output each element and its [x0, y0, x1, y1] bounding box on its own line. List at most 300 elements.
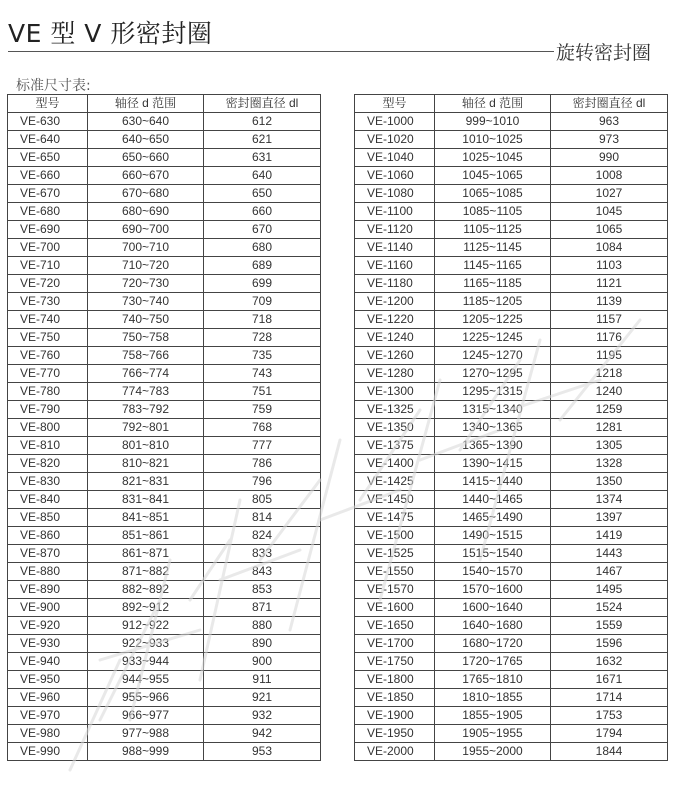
cell-shaft-range: 1365~1390 [435, 437, 551, 455]
cell-model: VE-770 [8, 365, 88, 383]
cell-seal-diameter: 1467 [551, 563, 668, 581]
cell-shaft-range: 1390~1415 [435, 455, 551, 473]
table-row [8, 347, 321, 365]
cell-seal-diameter: 699 [204, 275, 321, 293]
cell-seal-diameter: 670 [204, 221, 321, 239]
table-row [8, 581, 321, 599]
cell-shaft-range: 861~871 [88, 545, 204, 563]
cell-seal-diameter: 1240 [551, 383, 668, 401]
table-row [8, 365, 321, 383]
cell-model: VE-1180 [355, 275, 435, 293]
cell-shaft-range: 810~821 [88, 455, 204, 473]
cell-shaft-range: 831~841 [88, 491, 204, 509]
cell-seal-diameter: 1419 [551, 527, 668, 545]
cell-shaft-range: 871~882 [88, 563, 204, 581]
cell-shaft-range: 841~851 [88, 509, 204, 527]
table-row [355, 653, 668, 671]
cell-model: VE-890 [8, 581, 88, 599]
cell-seal-diameter: 1495 [551, 581, 668, 599]
cell-seal-diameter: 1065 [551, 221, 668, 239]
cell-model: VE-880 [8, 563, 88, 581]
cell-shaft-range: 1340~1365 [435, 419, 551, 437]
cell-seal-diameter: 973 [551, 131, 668, 149]
cell-model: VE-1450 [355, 491, 435, 509]
cell-seal-diameter: 1045 [551, 203, 668, 221]
table-row [8, 383, 321, 401]
cell-seal-diameter: 833 [204, 545, 321, 563]
cell-model: VE-630 [8, 113, 88, 131]
cell-seal-diameter: 650 [204, 185, 321, 203]
cell-shaft-range: 1720~1765 [435, 653, 551, 671]
cell-seal-diameter: 1753 [551, 707, 668, 725]
cell-shaft-range: 700~710 [88, 239, 204, 257]
table-row [355, 707, 668, 725]
cell-model: VE-1375 [355, 437, 435, 455]
header-shaft-range: 轴径 d 范围 [88, 95, 204, 113]
cell-seal-diameter: 612 [204, 113, 321, 131]
cell-seal-diameter: 1328 [551, 455, 668, 473]
cell-seal-diameter: 1103 [551, 257, 668, 275]
cell-shaft-range: 1600~1640 [435, 599, 551, 617]
cell-shaft-range: 1465~1490 [435, 509, 551, 527]
cell-model: VE-1260 [355, 347, 435, 365]
cell-model: VE-920 [8, 617, 88, 635]
table-row [355, 437, 668, 455]
cell-model: VE-1080 [355, 185, 435, 203]
cell-shaft-range: 1270~1295 [435, 365, 551, 383]
table-row [355, 563, 668, 581]
header-model: 型号 [8, 95, 88, 113]
table-row [355, 293, 668, 311]
table-row [8, 707, 321, 725]
cell-model: VE-840 [8, 491, 88, 509]
cell-shaft-range: 792~801 [88, 419, 204, 437]
table-row [355, 239, 668, 257]
cell-seal-diameter: 1008 [551, 167, 668, 185]
cell-model: VE-1600 [355, 599, 435, 617]
cell-seal-diameter: 751 [204, 383, 321, 401]
cell-shaft-range: 730~740 [88, 293, 204, 311]
table-row [355, 347, 668, 365]
cell-model: VE-970 [8, 707, 88, 725]
table-row [355, 221, 668, 239]
cell-model: VE-1750 [355, 653, 435, 671]
cell-model: VE-660 [8, 167, 88, 185]
cell-seal-diameter: 1524 [551, 599, 668, 617]
table-row [8, 221, 321, 239]
table-row [355, 149, 668, 167]
cell-model: VE-680 [8, 203, 88, 221]
cell-seal-diameter: 1794 [551, 725, 668, 743]
cell-model: VE-1240 [355, 329, 435, 347]
cell-model: VE-800 [8, 419, 88, 437]
cell-model: VE-1140 [355, 239, 435, 257]
size-table-left [7, 94, 321, 761]
cell-shaft-range: 922~933 [88, 635, 204, 653]
cell-seal-diameter: 1632 [551, 653, 668, 671]
cell-model: VE-1900 [355, 707, 435, 725]
table-row [8, 131, 321, 149]
table-row [355, 617, 668, 635]
cell-model: VE-740 [8, 311, 88, 329]
cell-shaft-range: 1540~1570 [435, 563, 551, 581]
cell-shaft-range: 944~955 [88, 671, 204, 689]
cell-shaft-range: 1065~1085 [435, 185, 551, 203]
cell-shaft-range: 1295~1315 [435, 383, 551, 401]
cell-seal-diameter: 1121 [551, 275, 668, 293]
cell-model: VE-1280 [355, 365, 435, 383]
cell-model: VE-960 [8, 689, 88, 707]
cell-seal-diameter: 1671 [551, 671, 668, 689]
cell-model: VE-1475 [355, 509, 435, 527]
cell-model: VE-790 [8, 401, 88, 419]
table-row [8, 437, 321, 455]
table-row [355, 545, 668, 563]
cell-seal-diameter: 1305 [551, 437, 668, 455]
cell-shaft-range: 774~783 [88, 383, 204, 401]
cell-seal-diameter: 768 [204, 419, 321, 437]
table-row [355, 257, 668, 275]
cell-model: VE-1100 [355, 203, 435, 221]
cell-shaft-range: 1570~1600 [435, 581, 551, 599]
cell-shaft-range: 740~750 [88, 311, 204, 329]
cell-seal-diameter: 1559 [551, 617, 668, 635]
page-subtitle: 旋转密封圈 [556, 42, 652, 64]
cell-seal-diameter: 900 [204, 653, 321, 671]
table-row [355, 275, 668, 293]
table-row [8, 635, 321, 653]
table-row [8, 239, 321, 257]
cell-seal-diameter: 640 [204, 167, 321, 185]
table-row [8, 509, 321, 527]
cell-shaft-range: 680~690 [88, 203, 204, 221]
cell-shaft-range: 1025~1045 [435, 149, 551, 167]
cell-model: VE-1020 [355, 131, 435, 149]
table-row [8, 491, 321, 509]
cell-shaft-range: 1145~1165 [435, 257, 551, 275]
cell-shaft-range: 988~999 [88, 743, 204, 761]
cell-model: VE-1800 [355, 671, 435, 689]
cell-model: VE-1200 [355, 293, 435, 311]
cell-seal-diameter: 759 [204, 401, 321, 419]
table-row [8, 275, 321, 293]
header-model: 型号 [355, 95, 435, 113]
cell-seal-diameter: 963 [551, 113, 668, 131]
cell-seal-diameter: 1281 [551, 419, 668, 437]
table-row [355, 383, 668, 401]
table-row [355, 635, 668, 653]
cell-model: VE-990 [8, 743, 88, 761]
cell-shaft-range: 720~730 [88, 275, 204, 293]
cell-model: VE-1060 [355, 167, 435, 185]
table-row [8, 113, 321, 131]
table-row [8, 725, 321, 743]
cell-seal-diameter: 890 [204, 635, 321, 653]
cell-model: VE-1525 [355, 545, 435, 563]
cell-shaft-range: 1185~1205 [435, 293, 551, 311]
cell-shaft-range: 1855~1905 [435, 707, 551, 725]
cell-shaft-range: 1105~1125 [435, 221, 551, 239]
table-row [8, 545, 321, 563]
cell-model: VE-1650 [355, 617, 435, 635]
cell-seal-diameter: 1027 [551, 185, 668, 203]
table-row [355, 743, 668, 761]
cell-model: VE-1120 [355, 221, 435, 239]
cell-seal-diameter: 814 [204, 509, 321, 527]
cell-seal-diameter: 718 [204, 311, 321, 329]
cell-shaft-range: 801~810 [88, 437, 204, 455]
table-row [8, 527, 321, 545]
cell-shaft-range: 1205~1225 [435, 311, 551, 329]
cell-seal-diameter: 953 [204, 743, 321, 761]
table-row [355, 671, 668, 689]
cell-seal-diameter: 1259 [551, 401, 668, 419]
cell-shaft-range: 1810~1855 [435, 689, 551, 707]
table-row [8, 617, 321, 635]
table-row [355, 419, 668, 437]
table-row [355, 689, 668, 707]
cell-shaft-range: 630~640 [88, 113, 204, 131]
table-row [355, 581, 668, 599]
table-caption: 标准尺寸表: [16, 78, 91, 94]
table-row [8, 563, 321, 581]
cell-seal-diameter: 843 [204, 563, 321, 581]
cell-seal-diameter: 796 [204, 473, 321, 491]
table-row [8, 419, 321, 437]
cell-seal-diameter: 680 [204, 239, 321, 257]
cell-model: VE-1570 [355, 581, 435, 599]
cell-model: VE-980 [8, 725, 88, 743]
table-row [355, 329, 668, 347]
cell-shaft-range: 1225~1245 [435, 329, 551, 347]
cell-model: VE-1040 [355, 149, 435, 167]
cell-shaft-range: 640~650 [88, 131, 204, 149]
size-table-right [354, 94, 668, 761]
cell-shaft-range: 1415~1440 [435, 473, 551, 491]
title-rule [8, 51, 554, 52]
cell-shaft-range: 1515~1540 [435, 545, 551, 563]
table-row [8, 671, 321, 689]
cell-model: VE-1400 [355, 455, 435, 473]
table-header-row [8, 95, 321, 113]
cell-seal-diameter: 689 [204, 257, 321, 275]
cell-seal-diameter: 805 [204, 491, 321, 509]
cell-model: VE-1325 [355, 401, 435, 419]
cell-shaft-range: 1640~1680 [435, 617, 551, 635]
cell-model: VE-750 [8, 329, 88, 347]
cell-model: VE-900 [8, 599, 88, 617]
cell-seal-diameter: 853 [204, 581, 321, 599]
cell-seal-diameter: 1844 [551, 743, 668, 761]
cell-seal-diameter: 621 [204, 131, 321, 149]
cell-seal-diameter: 1218 [551, 365, 668, 383]
table-row [355, 131, 668, 149]
cell-model: VE-860 [8, 527, 88, 545]
cell-seal-diameter: 911 [204, 671, 321, 689]
cell-model: VE-930 [8, 635, 88, 653]
cell-seal-diameter: 1157 [551, 311, 668, 329]
header-shaft-range: 轴径 d 范围 [435, 95, 551, 113]
cell-model: VE-1850 [355, 689, 435, 707]
cell-model: VE-830 [8, 473, 88, 491]
table-row [355, 401, 668, 419]
cell-seal-diameter: 631 [204, 149, 321, 167]
table-row [8, 293, 321, 311]
page-title: VE 型 V 形密封圈 [8, 19, 213, 48]
cell-shaft-range: 966~977 [88, 707, 204, 725]
table-row [8, 203, 321, 221]
cell-model: VE-670 [8, 185, 88, 203]
table-row [355, 725, 668, 743]
cell-seal-diameter: 871 [204, 599, 321, 617]
cell-seal-diameter: 1397 [551, 509, 668, 527]
table-row [8, 149, 321, 167]
cell-shaft-range: 1765~1810 [435, 671, 551, 689]
cell-model: VE-1300 [355, 383, 435, 401]
cell-seal-diameter: 1596 [551, 635, 668, 653]
cell-model: VE-810 [8, 437, 88, 455]
cell-seal-diameter: 1084 [551, 239, 668, 257]
cell-seal-diameter: 728 [204, 329, 321, 347]
table-row [8, 329, 321, 347]
cell-shaft-range: 999~1010 [435, 113, 551, 131]
table-row [8, 743, 321, 761]
cell-seal-diameter: 743 [204, 365, 321, 383]
cell-shaft-range: 660~670 [88, 167, 204, 185]
cell-seal-diameter: 735 [204, 347, 321, 365]
cell-seal-diameter: 1195 [551, 347, 668, 365]
cell-seal-diameter: 824 [204, 527, 321, 545]
cell-seal-diameter: 942 [204, 725, 321, 743]
cell-model: VE-690 [8, 221, 88, 239]
cell-seal-diameter: 709 [204, 293, 321, 311]
cell-seal-diameter: 880 [204, 617, 321, 635]
cell-model: VE-640 [8, 131, 88, 149]
cell-model: VE-1425 [355, 473, 435, 491]
table-row [8, 185, 321, 203]
table-row [355, 491, 668, 509]
cell-model: VE-850 [8, 509, 88, 527]
cell-shaft-range: 1440~1465 [435, 491, 551, 509]
cell-shaft-range: 1045~1065 [435, 167, 551, 185]
table-row [355, 311, 668, 329]
table-row [8, 653, 321, 671]
cell-shaft-range: 955~966 [88, 689, 204, 707]
table-row [8, 401, 321, 419]
cell-seal-diameter: 1443 [551, 545, 668, 563]
cell-model: VE-1220 [355, 311, 435, 329]
cell-seal-diameter: 921 [204, 689, 321, 707]
cell-shaft-range: 1125~1145 [435, 239, 551, 257]
cell-shaft-range: 690~700 [88, 221, 204, 239]
cell-model: VE-940 [8, 653, 88, 671]
cell-seal-diameter: 1139 [551, 293, 668, 311]
table-row [355, 473, 668, 491]
cell-model: VE-2000 [355, 743, 435, 761]
cell-seal-diameter: 1374 [551, 491, 668, 509]
table-row [355, 599, 668, 617]
cell-model: VE-710 [8, 257, 88, 275]
cell-shaft-range: 670~680 [88, 185, 204, 203]
cell-shaft-range: 882~892 [88, 581, 204, 599]
cell-seal-diameter: 990 [551, 149, 668, 167]
cell-shaft-range: 1955~2000 [435, 743, 551, 761]
table-row [8, 689, 321, 707]
cell-seal-diameter: 777 [204, 437, 321, 455]
cell-model: VE-1550 [355, 563, 435, 581]
table-row [8, 257, 321, 275]
table-row [355, 203, 668, 221]
cell-shaft-range: 892~912 [88, 599, 204, 617]
cell-seal-diameter: 1176 [551, 329, 668, 347]
table-header-row [355, 95, 668, 113]
table-row [8, 473, 321, 491]
cell-shaft-range: 1315~1340 [435, 401, 551, 419]
cell-shaft-range: 1905~1955 [435, 725, 551, 743]
cell-model: VE-950 [8, 671, 88, 689]
table-row [355, 527, 668, 545]
cell-shaft-range: 783~792 [88, 401, 204, 419]
cell-shaft-range: 1010~1025 [435, 131, 551, 149]
cell-model: VE-730 [8, 293, 88, 311]
cell-model: VE-1000 [355, 113, 435, 131]
cell-shaft-range: 1490~1515 [435, 527, 551, 545]
cell-shaft-range: 933~944 [88, 653, 204, 671]
table-row [355, 167, 668, 185]
cell-model: VE-1350 [355, 419, 435, 437]
header-seal-diameter: 密封圈直径 dl [204, 95, 321, 113]
cell-model: VE-780 [8, 383, 88, 401]
header-seal-diameter: 密封圈直径 dl [551, 95, 668, 113]
cell-shaft-range: 912~922 [88, 617, 204, 635]
cell-model: VE-1500 [355, 527, 435, 545]
table-row [355, 509, 668, 527]
cell-shaft-range: 851~861 [88, 527, 204, 545]
cell-model: VE-1700 [355, 635, 435, 653]
cell-shaft-range: 1680~1720 [435, 635, 551, 653]
cell-shaft-range: 766~774 [88, 365, 204, 383]
cell-shaft-range: 821~831 [88, 473, 204, 491]
table-row [8, 599, 321, 617]
table-row [355, 365, 668, 383]
table-row [8, 455, 321, 473]
cell-model: VE-870 [8, 545, 88, 563]
cell-model: VE-820 [8, 455, 88, 473]
cell-model: VE-760 [8, 347, 88, 365]
cell-seal-diameter: 932 [204, 707, 321, 725]
cell-model: VE-650 [8, 149, 88, 167]
cell-model: VE-1160 [355, 257, 435, 275]
cell-shaft-range: 758~766 [88, 347, 204, 365]
cell-shaft-range: 750~758 [88, 329, 204, 347]
cell-shaft-range: 710~720 [88, 257, 204, 275]
cell-model: VE-700 [8, 239, 88, 257]
table-row [8, 167, 321, 185]
cell-seal-diameter: 786 [204, 455, 321, 473]
cell-seal-diameter: 1714 [551, 689, 668, 707]
cell-shaft-range: 977~988 [88, 725, 204, 743]
cell-seal-diameter: 1350 [551, 473, 668, 491]
table-row [355, 113, 668, 131]
cell-shaft-range: 1245~1270 [435, 347, 551, 365]
cell-seal-diameter: 660 [204, 203, 321, 221]
cell-model: VE-720 [8, 275, 88, 293]
table-row [8, 311, 321, 329]
table-row [355, 185, 668, 203]
cell-model: VE-1950 [355, 725, 435, 743]
cell-shaft-range: 650~660 [88, 149, 204, 167]
cell-shaft-range: 1085~1105 [435, 203, 551, 221]
